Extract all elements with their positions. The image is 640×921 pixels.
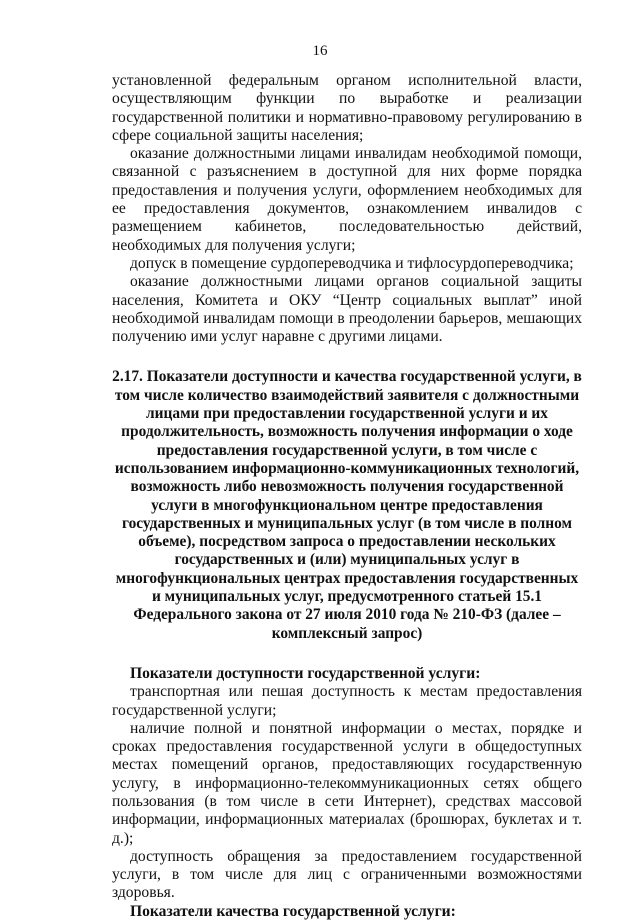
- paragraph-barriers: оказание должностными лицами органов социальной защиты населения, Комитета и ОКУ “Центр социальных выплат” иной необходимой инвалидам помощи в преодолении барьеров, мешающих получению ими услуг наравне с другими лицами.: [112, 273, 582, 346]
- paragraph-authority: установленной федеральным органом исполнительной власти, осуществляющим функции по выработке и реализации государственной политики и нормативно-правовому регулированию в сфере социальной защиты населения;: [112, 72, 582, 144]
- accessibility-item-availability: доступность обращения за предоставлением государственной услуги, в том числе для лиц с ограниченными возможностями здоровья.: [112, 847, 582, 902]
- paragraph-interpreter: допуск в помещение сурдопереводчика и тифлосурдопереводчика;: [130, 254, 574, 272]
- accessibility-item-information: наличие полной и понятной информации о местах, порядке и сроках предоставления государственной услуги в общедоступных местах помещений органов, предоставляющих государственную услугу, в информационно-телекоммуникационных сетях общего пользования (в том числе в сети Интернет), средствах массовой информации, информационных материалах (брошюрах, буклетах и т. д.);: [112, 719, 582, 847]
- section-heading: 2.17. Показатели доступности и качества государственной услуги, в том числе количество взаимодействий заявителя с должностными лицами при предоставлении государственной услуги и их продолжительность, возможность получения информации о ходе предоставления государственной услуги, в том числе с использованием информационно-коммуникационных технологий, возможность либо невозможность получения государственной услуги в многофункциональном центре предоставления государственных и муниципальных услуг (в том числе в полном объеме), посредством запроса о предоставлении нескольких государственных и (или) муниципальных услуг в многофункциональных центрах предоставления государственных и муниципальных услуг, предусмотренного статьей 15.1 Федерального закона от 27 июля 2010 года № 210-ФЗ (далее – комплексный запрос): [112, 368, 582, 642]
- document-body: [112, 72, 582, 921]
- accessibility-item-transport: транспортная или пешая доступность к местам предоставления государственной услуги;: [112, 683, 582, 719]
- quality-heading: Показатели качества государственной услуги:: [130, 902, 456, 920]
- accessibility-heading: Показатели доступности государственной услуги:: [130, 664, 481, 682]
- page-number: 16: [312, 43, 328, 59]
- paragraph-assistance: оказание должностными лицами инвалидам необходимой помощи, связанной с разъяснением в доступной для них форме порядка предоставления и получения услуги, оформлением необходимых для ее предоставления документов, ознакомлением инвалидов с размещением кабинетов, последовательностью действий, необходимых для получения услуги;: [112, 145, 582, 254]
